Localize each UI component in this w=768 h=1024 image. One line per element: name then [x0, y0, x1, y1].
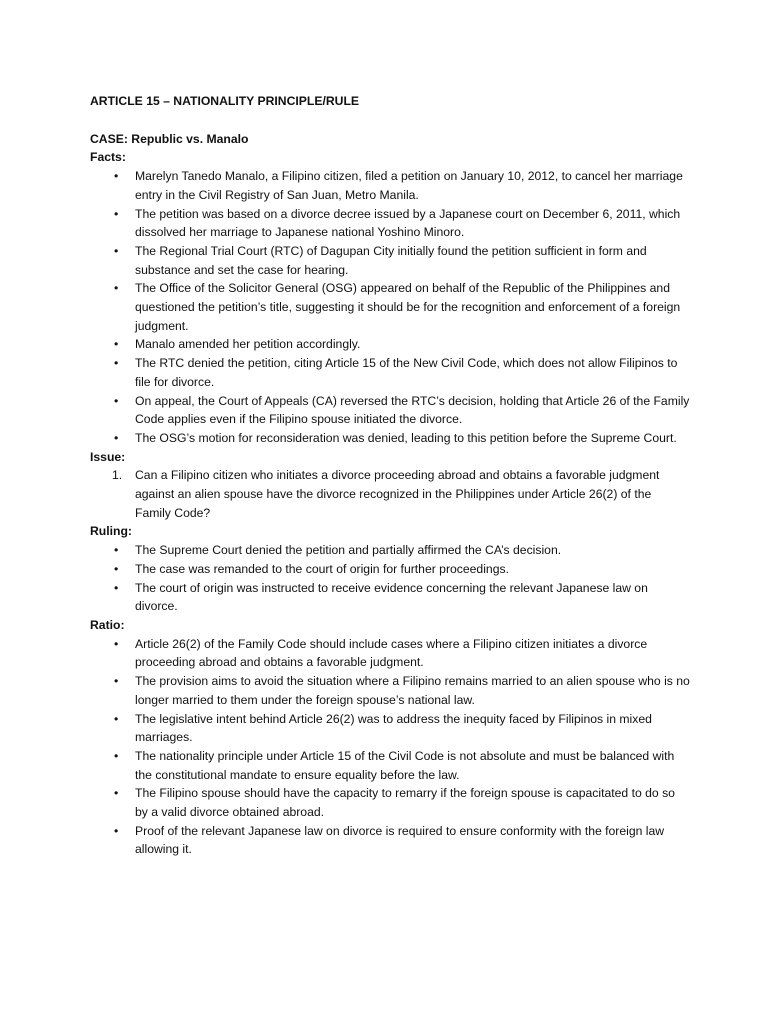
- issue-list: [90, 466, 690, 522]
- list-item: [90, 466, 690, 522]
- list-item: • Manalo amended her petition accordingly.: [90, 335, 690, 354]
- list-item: • The case was remanded to the court of origin for further proceedings.: [90, 560, 690, 579]
- list-item: • Article 26(2) of the Family Code should include cases where a Filipino citizen initiates a divorce proceeding abroad and obtains a favorable judgment.: [90, 635, 690, 672]
- ruling-list: [90, 541, 690, 616]
- issue-heading: Issue:: [90, 449, 126, 464]
- facts-heading: Facts:: [90, 150, 126, 165]
- ruling-heading: Ruling:: [90, 524, 132, 539]
- list-item: • The provision aims to avoid the situation where a Filipino remains married to an alien spouse who is no longer married to them under the foreign spouse’s national law.: [90, 672, 690, 709]
- case-label: CASE: Republic vs. Manalo: [90, 131, 249, 146]
- ratio-heading: Ratio:: [90, 617, 125, 632]
- list-item-number: 1.: [112, 468, 123, 483]
- list-item: • Proof of the relevant Japanese law on divorce is required to ensure conformity with the foreign law allowing it.: [90, 822, 690, 859]
- list-item-text: Can a Filipino citizen who initiates a divorce proceeding abroad and obtains a favorable judgment against an alien spouse have the divorce recognized in the Philippines under Article 26(2) of the Family Code?: [135, 468, 660, 520]
- ratio-list: [90, 635, 690, 859]
- list-item: • The Regional Trial Court (RTC) of Dagupan City initially found the petition sufficient in form and substance and set the case for hearing.: [90, 242, 690, 279]
- list-item: • The RTC denied the petition, citing Article 15 of the New Civil Code, which does not allow Filipinos to file for divorce.: [90, 354, 690, 391]
- list-item: • Marelyn Tanedo Manalo, a Filipino citizen, filed a petition on January 10, 2012, to cancel her marriage entry in the Civil Registry of San Juan, Metro Manila.: [90, 167, 690, 204]
- list-item: • The legislative intent behind Article 26(2) was to address the inequity faced by Filipinos in mixed marriages.: [90, 710, 690, 747]
- list-item: • The court of origin was instructed to receive evidence concerning the relevant Japanese law on divorce.: [90, 579, 690, 616]
- facts-list: [90, 167, 690, 448]
- document-page: [90, 92, 690, 859]
- list-item: • On appeal, the Court of Appeals (CA) reversed the RTC’s decision, holding that Article 26 of the Family Code applies even if the Filipino spouse initiated the divorce.: [90, 392, 690, 429]
- list-item: • The Filipino spouse should have the capacity to remarry if the foreign spouse is capacitated to do so by a valid divorce obtained abroad.: [90, 784, 690, 821]
- document-title: ARTICLE 15 – NATIONALITY PRINCIPLE/RULE: [90, 94, 360, 108]
- list-item: • The OSG’s motion for reconsideration was denied, leading to this petition before the Supreme Court.: [90, 429, 690, 448]
- list-item: • The petition was based on a divorce decree issued by a Japanese court on December 6, 2011, which dissolved her marriage to Japanese national Yoshino Minoro.: [90, 205, 690, 242]
- list-item: • The Office of the Solicitor General (OSG) appeared on behalf of the Republic of the Philippines and questioned the petition’s title, suggesting it should be for the recognition and enforcement of a foreign judgment.: [90, 279, 690, 335]
- list-item: • The Supreme Court denied the petition and partially affirmed the CA’s decision.: [90, 541, 690, 560]
- list-item: • The nationality principle under Article 15 of the Civil Code is not absolute and must be balanced with the constitutional mandate to ensure equality before the law.: [90, 747, 690, 784]
